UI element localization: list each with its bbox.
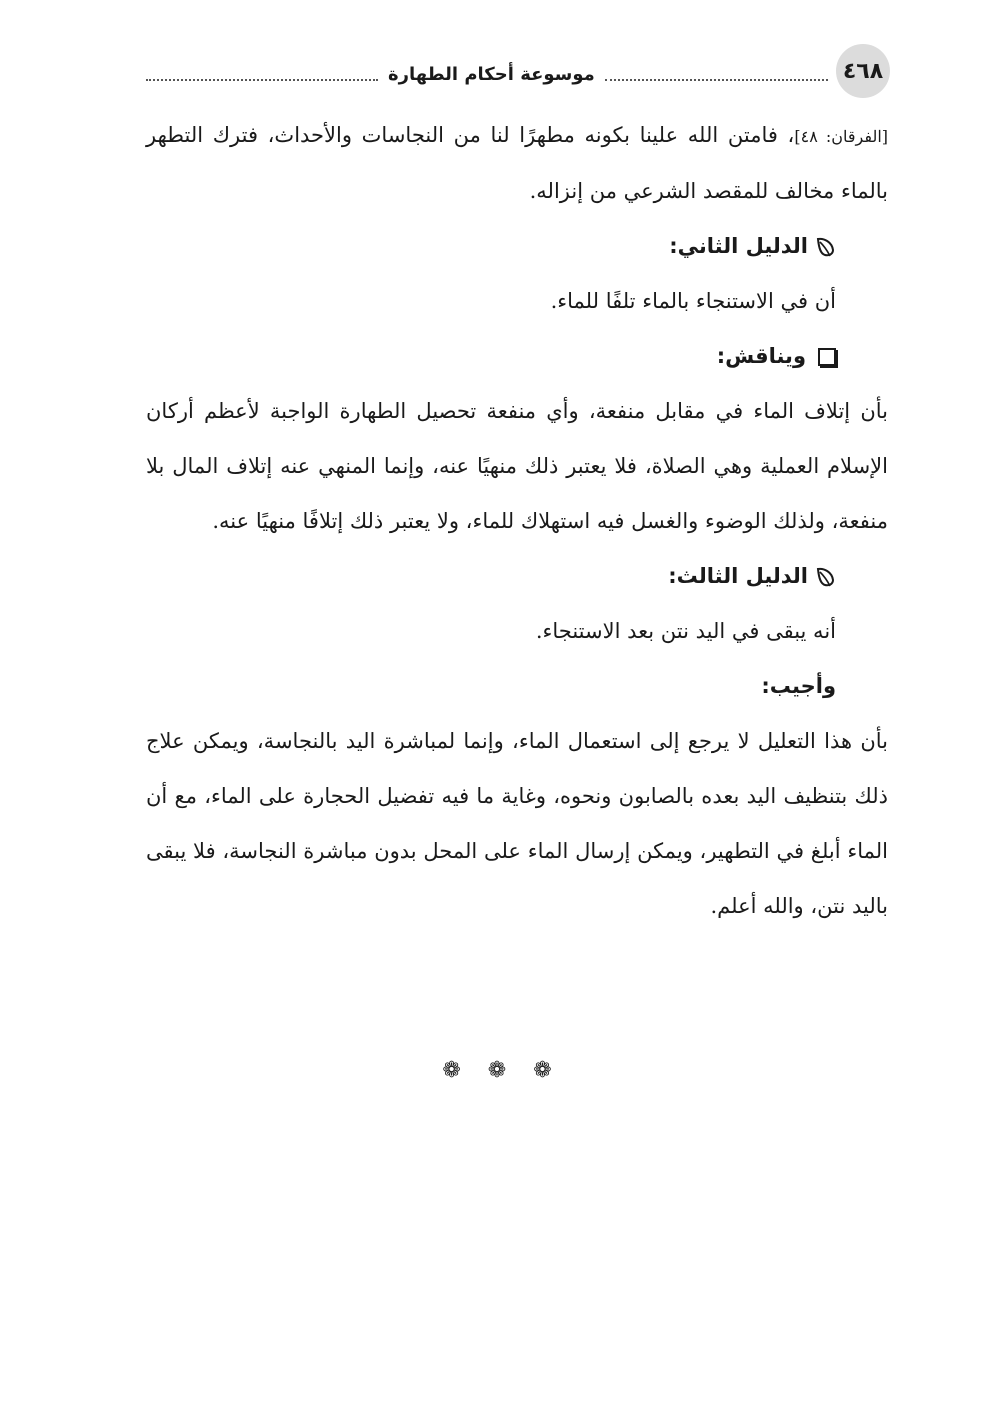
- paragraph-5: بأن هذا التعليل لا يرجع إلى استعمال الماء، وإنما لمباشرة اليد بالنجاسة، ويمكن علاج ذلك بتنظيف اليد بعده بالصابون ونحوه، وغاية ما فيه تفضيل الحجارة على الماء، مع أن الماء أبلغ في التطهير، ويمكن إرسال الماء على المحل بدون مباشرة النجاسة، فلا يبقى باليد نتن، والله أعلم.: [146, 729, 888, 918]
- quran-reference: [الفرقان: ٤٨]: [794, 127, 888, 146]
- page-content: [146, 108, 888, 934]
- page-header: [146, 44, 890, 104]
- header-dots-left: [605, 79, 828, 81]
- paragraph-3: بأن إتلاف الماء في مقابل منفعة، وأي منفعة تحصيل الطهارة الواجبة لأعظم أركان الإسلام العملية وهي الصلاة، فلا يعتبر ذلك منهيًا عنه، وإنما المنهي عنه إتلاف المال بلا منفعة، ولذلك الوضوء والغسل فيه استهلاك للماء، ولا يعتبر ذلك إتلافًا منهيًا عنه.: [146, 399, 888, 533]
- section-separator: ❁ ❁ ❁: [442, 1058, 562, 1083]
- heading-second-evidence: [146, 219, 888, 274]
- paragraph-1: [146, 108, 888, 219]
- header-dots-right: [146, 79, 378, 81]
- checkbox-square-icon: [818, 348, 836, 366]
- paragraph-1-text: ، فامتن الله علينا بكونه مطهرًا لنا من النجاسات والأحداث، فترك التطهر بالماء مخالف للمقصد الشرعي من إنزاله.: [146, 123, 888, 203]
- paragraph-2: أن في الاستنجاء بالماء تلفًا للماء.: [550, 289, 836, 313]
- heading-third-evidence: [146, 549, 888, 604]
- header-title-line: [146, 64, 828, 85]
- paragraph-4: أنه يبقى في اليد نتن بعد الاستنجاء.: [535, 619, 836, 643]
- leaf-icon: [816, 236, 836, 258]
- heading-third-evidence-label: الدليل الثالث:: [668, 564, 808, 588]
- heading-answer: [146, 659, 888, 714]
- page-number: ٤٦٨: [836, 44, 890, 98]
- header-title: موسوعة أحكام الطهارة: [388, 64, 595, 85]
- heading-second-evidence-label: الدليل الثاني:: [669, 234, 808, 258]
- heading-discussion-label: ويناقش:: [716, 344, 806, 368]
- heading-discussion: [146, 329, 888, 384]
- leaf-icon: [816, 566, 836, 588]
- heading-answer-label: وأجيب:: [761, 674, 836, 698]
